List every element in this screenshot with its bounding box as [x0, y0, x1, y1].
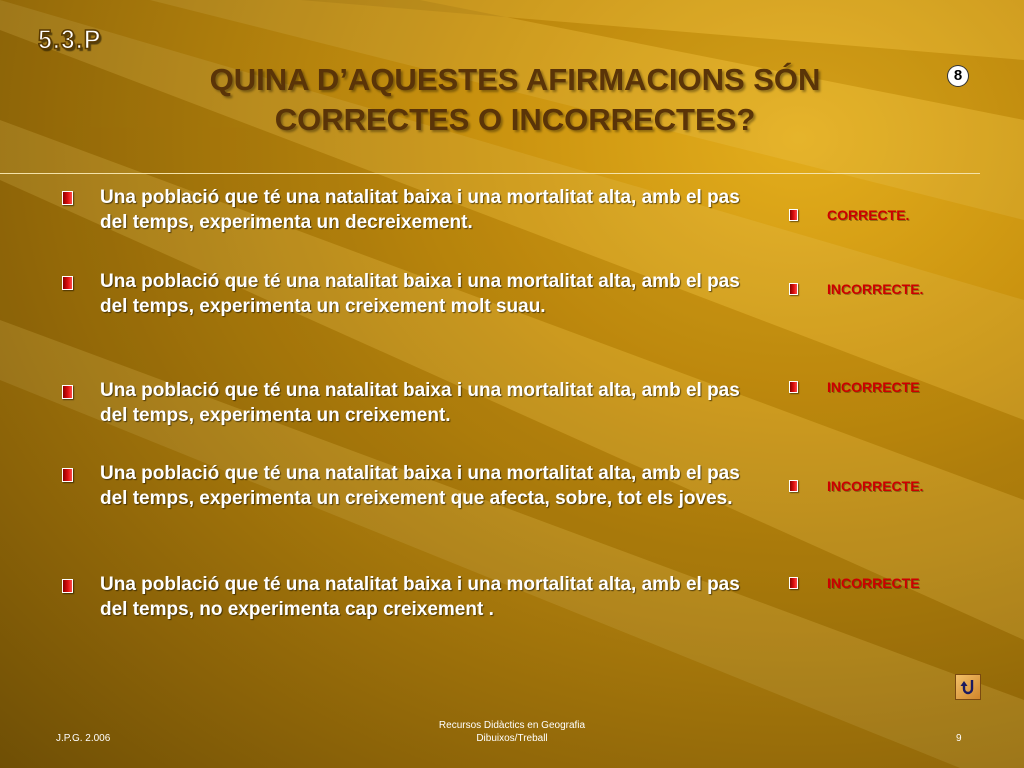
return-arrow-icon	[959, 678, 977, 696]
footer-source-line2: Dibuixos/Treball	[476, 733, 548, 744]
slide-tag: 5.3.P	[38, 24, 102, 56]
title-divider	[0, 173, 980, 174]
statement-3: Una població que té una natalitat baixa i una mortalitat alta, amb el pas del temps, experimenta un creixement.	[100, 380, 740, 426]
answer-5: INCORRECTE	[827, 575, 920, 591]
bullet-icon	[789, 283, 798, 295]
bullet-icon	[789, 577, 798, 589]
bullet-icon	[789, 381, 798, 393]
statement-2: Una població que té una natalitat baixa i una mortalitat alta, amb el pas del temps, experimenta un creixement molt suau.	[100, 271, 740, 317]
bullet-icon	[62, 276, 73, 290]
answer-4: INCORRECTE.	[827, 478, 924, 494]
answer-3: INCORRECTE	[827, 379, 920, 395]
bullet-icon	[62, 191, 73, 205]
statement-5: Una població que té una natalitat baixa i una mortalitat alta, amb el pas del temps, no experimenta cap creixement .	[100, 574, 740, 620]
bullet-icon	[789, 209, 798, 221]
return-button[interactable]	[955, 674, 981, 700]
circled-number-badge: 8	[948, 66, 968, 86]
footer-author: J.P.G. 2.006	[56, 733, 111, 744]
slide-title: QUINA D’AQUESTES AFIRMACIONS SÓN CORRECTES O INCORRECTES?	[209, 62, 821, 137]
answer-2: INCORRECTE.	[827, 281, 924, 297]
statement-1: Una població que té una natalitat baixa i una mortalitat alta, amb el pas del temps, experimenta un decreixement.	[100, 187, 740, 233]
footer-source-line1: Recursos Didàctics en Geografia	[438, 720, 586, 731]
bullet-icon	[789, 480, 798, 492]
bullet-icon	[62, 579, 73, 593]
footer-source	[412, 719, 612, 745]
answer-1: CORRECTE.	[827, 207, 910, 223]
statement-4: Una població que té una natalitat baixa i una mortalitat alta, amb el pas del temps, experimenta un creixement que afecta, sobre, tot els joves.	[100, 463, 740, 509]
bullet-icon	[62, 385, 73, 399]
bullet-icon	[62, 468, 73, 482]
page-number: 9	[956, 733, 962, 744]
